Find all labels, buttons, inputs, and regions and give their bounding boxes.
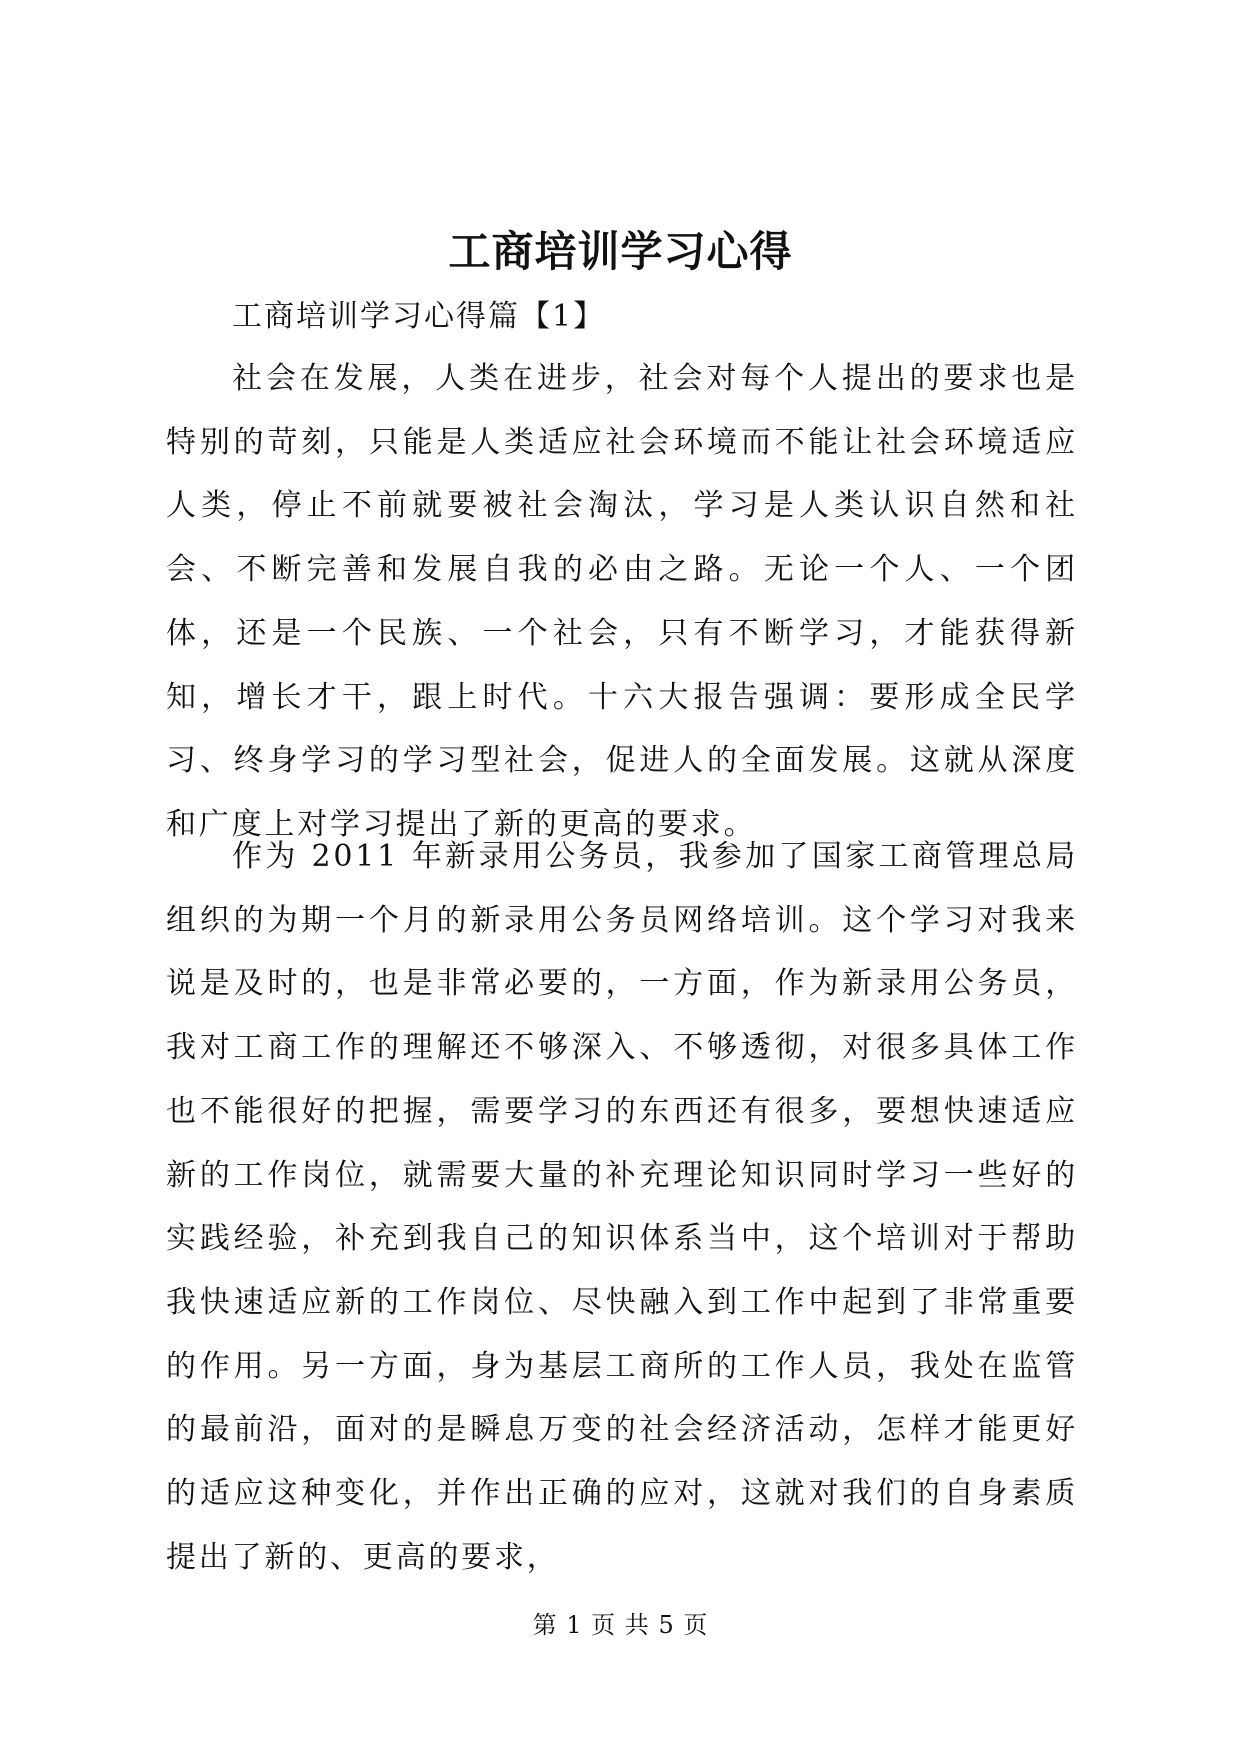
paragraph: 作为 2011 年新录用公务员，我参加了国家工商管理总局组织的为期一个月的新录用公务员网络培训。这个学习对我来说是及时的，也是非常必要的，一方面，作为新录用公务员，我对工商工作的理解还不够深入、不够透彻，对很多具体工作也不能很好的把握，需要学习的东西还有很多，要想快速适应新的工作岗位，就需要大量的补充理论知识同时学习一些好的实践经验，补充到我自己的知识体系当中，这个培训对于帮助我快速适应新的工作岗位、尽快融入到工作中起到了非常重要的作用。另一方面，身为基层工商所的工作人员，我处在监管的最前沿，面对的是瞬息万变的社会经济活动，怎样才能更好的适应这种变化，并作出正确的应对，这就对我们的自身素质提出了新的、更高的要求， xyxy=(166,839,1078,1575)
document-title: 工商培训学习心得 xyxy=(448,227,793,276)
document-subtitle: 工商培训学习心得篇【1】 xyxy=(232,299,606,334)
paragraph: 社会在发展，人类在进步，社会对每个人提出的要求也是特别的苛刻，只能是人类适应社会环境而不能让社会环境适应人类，停止不前就要被社会淘汰，学习是人类认识自然和社会、不断完善和发展自我的必由之路。无论一个人、一个团体，还是一个民族、一个社会，只有不断学习，才能获得新知，增长才干，跟上时代。十六大报告强调：要形成全民学习、终身学习的学习型社会，促进人的全面发展。这就从深度和广度上对学习提出了新的更高的要求。 xyxy=(166,361,1078,842)
page-footer: 第 1 页 共 5 页 xyxy=(532,1611,709,1639)
